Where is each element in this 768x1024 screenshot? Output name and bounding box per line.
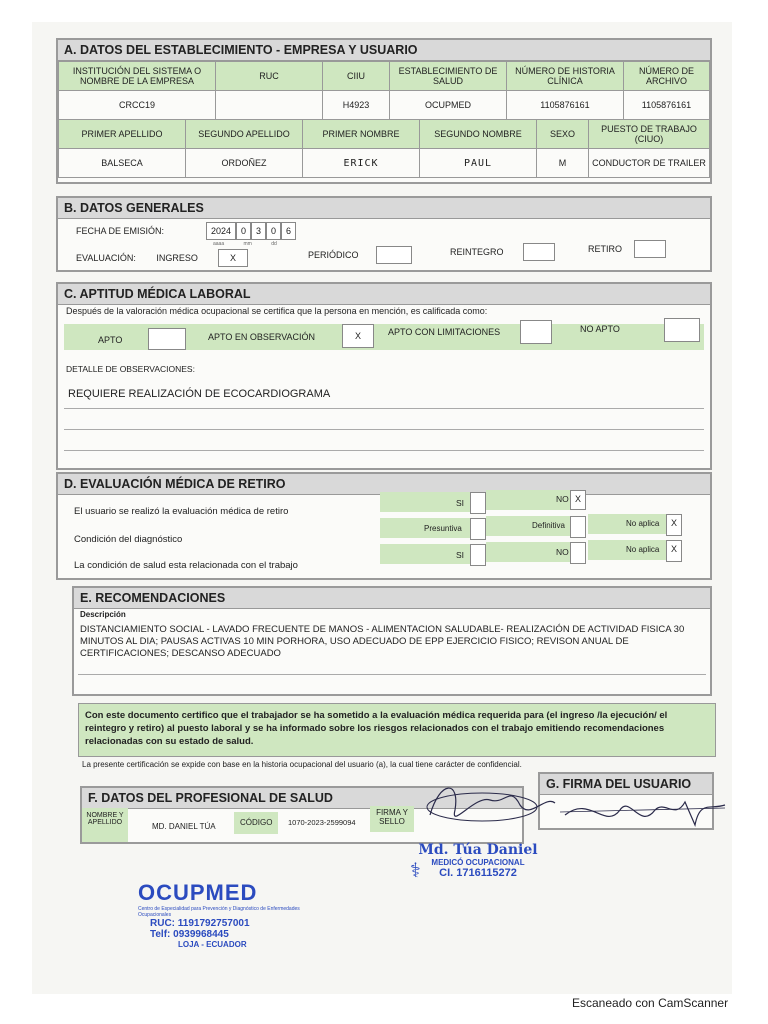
- value-first-surname: BALSECA: [59, 149, 186, 178]
- value-ciiu: H4923: [323, 91, 390, 120]
- header-first-name: PRIMER NOMBRE: [303, 120, 420, 149]
- year-hint: aaaa: [213, 241, 225, 247]
- user-table: [58, 119, 710, 178]
- apto-checkbox[interactable]: [148, 328, 186, 350]
- header-job-position: PUESTO DE TRABAJO (CIUO): [589, 120, 710, 149]
- apto-observacion-label: APTO EN OBSERVACIÓN: [208, 332, 316, 342]
- apto-observacion-checkbox[interactable]: X: [342, 324, 374, 348]
- value-job-position: CONDUCTOR DE TRAILER: [589, 149, 710, 178]
- name-label: NOMBRE Y APELLIDO: [86, 812, 124, 826]
- ocupmed-subtitle: Centro de Especialidad para Prevención y Diagnóstico de Enfermedades Ocupacionales: [138, 906, 300, 918]
- evaluation-label: EVALUACIÓN:: [76, 253, 136, 263]
- day-digit-1: 0: [266, 222, 281, 240]
- no-apto-checkbox[interactable]: [664, 318, 700, 342]
- stamp-role: MEDICÓ OCUPACIONAL: [431, 858, 525, 867]
- q2-no-aplica-label: No aplica: [626, 519, 660, 528]
- section-c-title: C. APTITUD MÉDICA LABORAL: [58, 284, 710, 305]
- retiro-label: RETIRO: [588, 244, 623, 254]
- retiro-checkbox[interactable]: [634, 240, 666, 258]
- issue-date-row: [76, 226, 217, 236]
- q3-si-checkbox[interactable]: [470, 544, 486, 566]
- presuntiva-label: Presuntiva: [424, 524, 462, 533]
- value-establishment: OCUPMED: [390, 91, 507, 120]
- section-f-title: F. DATOS DEL PROFESIONAL DE SALUD: [82, 788, 522, 809]
- no-apto-label: NO APTO: [580, 324, 620, 334]
- divider-1: [64, 408, 704, 409]
- user-signature: [560, 790, 730, 840]
- section-d: [56, 472, 712, 580]
- certification-text: Con este documento certifico que el trabajador se ha sometido a la evaluación médica requerida para (el ingreso /la ejecución/ el reintegro y retiro) al puesto laboral y se ha informado sobre los riesgos relacionados con el trabajo emitiendo recomendaciones relacionadas con su estado de salud.: [85, 710, 668, 747]
- value-second-surname: ORDOÑEZ: [186, 149, 303, 178]
- q3-no-checkbox[interactable]: [570, 542, 586, 564]
- apto-limitaciones-label: APTO CON LIMITACIONES: [388, 327, 501, 337]
- q3-no-aplica-label: No aplica: [626, 545, 660, 554]
- year-box: 2024: [206, 222, 236, 240]
- evaluation-row: [76, 253, 198, 263]
- month-digit-1: 0: [236, 222, 251, 240]
- doctor-stamp: [408, 842, 548, 879]
- observations-label: DETALLE DE OBSERVACIONES:: [66, 364, 195, 374]
- value-clinical-history: 1105876161: [507, 91, 624, 120]
- section-c: [56, 282, 712, 470]
- camscanner-watermark: Escaneado con CamScanner: [572, 996, 729, 1010]
- ocupmed-city: LOJA - ECUADOR: [178, 940, 247, 949]
- section-a-title: A. DATOS DEL ESTABLECIMIENTO - EMPRESA Y USUARIO: [58, 40, 710, 61]
- definitiva-label: Definitiva: [532, 521, 565, 530]
- reintegro-checkbox[interactable]: [523, 243, 555, 261]
- doctor-signature: [420, 775, 560, 835]
- section-e: [72, 586, 712, 696]
- header-second-surname: SEGUNDO APELLIDO: [186, 120, 303, 149]
- q3-no-aplica-checkbox[interactable]: X: [666, 540, 682, 562]
- header-clinical-history: NÚMERO DE HISTORIA CLÍNICA: [507, 62, 624, 91]
- header-institution: INSTITUCIÓN DEL SISTEMA O NOMBRE DE LA EMPRESA: [59, 62, 216, 91]
- q1-si-label: SI: [456, 498, 465, 508]
- periodico-label: PERIÓDICO: [308, 250, 359, 260]
- q1-si-checkbox[interactable]: [470, 492, 486, 514]
- q3-no-label: NO: [556, 547, 569, 557]
- professional-name: MD. DANIEL TÚA: [152, 822, 216, 831]
- ingreso-label: INGRESO: [156, 253, 198, 263]
- q2-no-aplica-checkbox[interactable]: X: [666, 514, 682, 536]
- establishment-table: [58, 61, 710, 120]
- q1-no-label: NO: [556, 494, 569, 504]
- code-label: CÓDIGO: [240, 818, 273, 827]
- q1-no-checkbox[interactable]: X: [570, 490, 586, 510]
- divider-3: [64, 450, 704, 451]
- signature-label: FIRMA Y SELLO: [376, 808, 408, 826]
- retiro-question-2: Condición del diagnóstico: [74, 534, 183, 545]
- header-second-name: SEGUNDO NOMBRE: [420, 120, 537, 149]
- day-hint: dd: [271, 241, 277, 247]
- definitiva-checkbox[interactable]: [570, 516, 586, 538]
- value-archive: 1105876161: [624, 91, 710, 120]
- value-second-name: PAUL: [420, 149, 537, 178]
- ocupmed-ruc: RUC: 1191792757001: [150, 918, 250, 929]
- section-b-title: B. DATOS GENERALES: [58, 198, 710, 219]
- certification-box: [78, 703, 716, 757]
- day-digit-2: 6: [281, 222, 296, 240]
- apto-label: APTO: [98, 335, 123, 345]
- professional-code: 1070-2023-2599094: [288, 818, 356, 827]
- header-sex: SEXO: [537, 120, 589, 149]
- retiro-question-3: La condición de salud esta relacionada con el trabajo: [74, 560, 298, 571]
- month-digit-2: 3: [251, 222, 266, 240]
- apto-limitaciones-checkbox[interactable]: [520, 320, 552, 344]
- stamp-ci: CI. 1716115272: [439, 867, 517, 879]
- presuntiva-checkbox[interactable]: [470, 518, 486, 540]
- section-d-title: D. EVALUACIÓN MÉDICA DE RETIRO: [58, 474, 710, 495]
- ocupmed-stamp: [138, 880, 328, 949]
- confidentiality-note: La presente certificación se expide con base en la historia ocupacional del usuario (a), la cual tiene carácter de confidencial.: [82, 760, 522, 769]
- section-e-title: E. RECOMENDACIONES: [74, 588, 710, 609]
- periodico-checkbox[interactable]: [376, 246, 412, 264]
- caduceus-icon: ⚕: [410, 860, 421, 882]
- header-archive: NÚMERO DE ARCHIVO: [624, 62, 710, 91]
- value-ruc: [216, 91, 323, 120]
- ocupmed-telf: Telf: 0939968445: [150, 929, 229, 940]
- header-establishment: ESTABLECIMIENTO DE SALUD: [390, 62, 507, 91]
- recommendations-text: DISTANCIAMIENTO SOCIAL - LAVADO FRECUENTE DE MANOS - ALIMENTACION SALUDABLE- REALIZACIÓN DE ACTIVIDAD FISICA 30 MINUTOS AL DIA; PAUSAS ACTIVAS 10 MIN PORHORA, USO ADECUADO DE EPP EJERCICIO FISICO; REVISON ANUAL DE CERTIFICACIONES; DESCANSO ADECUADO: [80, 624, 685, 659]
- stamp-name: Md. Túa Daniel: [418, 842, 538, 858]
- section-g-title: G. FIRMA DEL USUARIO: [540, 774, 712, 795]
- header-first-surname: PRIMER APELLIDO: [59, 120, 186, 149]
- header-ciiu: CIIU: [323, 62, 390, 91]
- value-first-name: ERICK: [303, 149, 420, 178]
- divider-e: [78, 674, 706, 675]
- section-b: [56, 196, 712, 272]
- description-label: Descripción: [80, 610, 126, 619]
- ingreso-checkbox[interactable]: X: [218, 249, 248, 267]
- issue-date-label: FECHA DE EMISIÓN:: [76, 226, 165, 236]
- header-ruc: RUC: [216, 62, 323, 91]
- value-sex: M: [537, 149, 589, 178]
- observations-text: REQUIERE REALIZACIÓN DE ECOCARDIOGRAMA: [68, 388, 331, 400]
- q3-si-label: SI: [456, 550, 465, 560]
- section-a: [56, 38, 712, 184]
- reintegro-label: REINTEGRO: [450, 247, 504, 257]
- ocupmed-logo: OCUPMED: [138, 880, 258, 905]
- issue-date-boxes: [206, 222, 296, 240]
- aptitude-intro: Después de la valoración médica ocupacional se certifica que la persona en mención, es calificada como:: [66, 306, 488, 316]
- value-institution: CRCC19: [59, 91, 216, 120]
- date-hints: [213, 241, 277, 247]
- retiro-question-1: El usuario se realizó la evaluación médica de retiro: [74, 506, 289, 517]
- month-hint: mm: [243, 241, 252, 247]
- divider-2: [64, 429, 704, 430]
